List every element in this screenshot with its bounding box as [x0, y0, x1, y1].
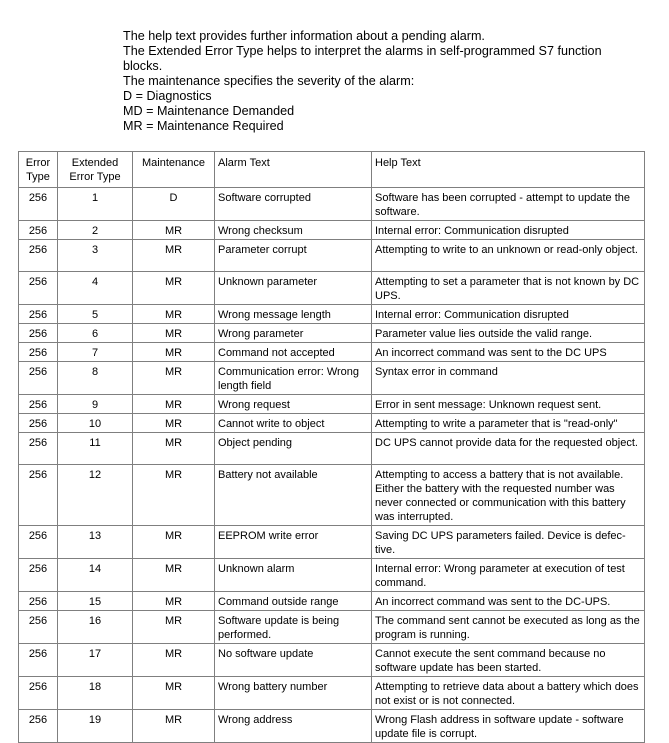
cell-maintenance: MR	[133, 395, 215, 414]
cell-extended-error-type: 15	[58, 592, 133, 611]
cell-maintenance: MR	[133, 526, 215, 559]
cell-help-text: Software has been corrupted - attempt to update the software.	[372, 188, 645, 221]
table-row	[19, 362, 645, 395]
cell-alarm-text: Wrong battery number	[215, 677, 372, 710]
cell-error-type: 256	[19, 188, 58, 221]
cell-extended-error-type: 8	[58, 362, 133, 395]
intro-text	[123, 29, 643, 134]
cell-extended-error-type: 10	[58, 414, 133, 433]
table-row	[19, 188, 645, 221]
table-row	[19, 395, 645, 414]
table-row	[19, 526, 645, 559]
table-row	[19, 414, 645, 433]
cell-extended-error-type: 7	[58, 343, 133, 362]
cell-maintenance: MR	[133, 343, 215, 362]
cell-maintenance: MR	[133, 362, 215, 395]
cell-extended-error-type: 12	[58, 465, 133, 526]
cell-help-text: Cannot execute the sent command because no software update has been started.	[372, 644, 645, 677]
cell-extended-error-type: 19	[58, 710, 133, 743]
cell-extended-error-type: 16	[58, 611, 133, 644]
table-row	[19, 559, 645, 592]
cell-extended-error-type: 5	[58, 305, 133, 324]
cell-help-text: Attempting to write a parameter that is "read-only"	[372, 414, 645, 433]
cell-extended-error-type: 4	[58, 272, 133, 305]
alarm-table	[18, 151, 645, 743]
cell-alarm-text: Wrong message length	[215, 305, 372, 324]
intro-line: MD = Maintenance Demanded	[123, 104, 295, 118]
cell-error-type: 256	[19, 272, 58, 305]
cell-extended-error-type: 13	[58, 526, 133, 559]
cell-maintenance: MR	[133, 324, 215, 343]
cell-help-text: Internal error: Communication disrupted	[372, 221, 645, 240]
cell-maintenance: MR	[133, 644, 215, 677]
cell-help-text: Internal error: Communication disrupted	[372, 305, 645, 324]
cell-alarm-text: Command not accepted	[215, 343, 372, 362]
cell-error-type: 256	[19, 240, 58, 272]
intro-line: The help text provides further information about a pending alarm.	[123, 29, 485, 43]
table-row	[19, 592, 645, 611]
intro-line: MR = Maintenance Required	[123, 119, 284, 133]
cell-error-type: 256	[19, 343, 58, 362]
cell-help-text: Attempting to write to an unknown or read-only object.	[372, 240, 645, 272]
cell-help-text: Attempting to access a battery that is not available. Either the battery with the requested number was never connected or communication with this battery was interrupted.	[372, 465, 645, 526]
cell-alarm-text: Command outside range	[215, 592, 372, 611]
cell-extended-error-type: 18	[58, 677, 133, 710]
cell-extended-error-type: 11	[58, 433, 133, 465]
cell-alarm-text: Wrong parameter	[215, 324, 372, 343]
cell-alarm-text: Wrong request	[215, 395, 372, 414]
cell-alarm-text: Software update is being performed.	[215, 611, 372, 644]
cell-help-text: An incorrect command was sent to the DC-UPS.	[372, 592, 645, 611]
cell-maintenance: MR	[133, 305, 215, 324]
cell-help-text: Parameter value lies outside the valid range.	[372, 324, 645, 343]
cell-error-type: 256	[19, 395, 58, 414]
cell-help-text: DC UPS cannot provide data for the requested object.	[372, 433, 645, 465]
table-row	[19, 324, 645, 343]
header-help-text: Help Text	[372, 152, 645, 188]
cell-error-type: 256	[19, 433, 58, 465]
intro-line: The maintenance specifies the severity of the alarm:	[123, 74, 415, 88]
cell-alarm-text: Cannot write to object	[215, 414, 372, 433]
header-extended-error-type: Extended Error Type	[58, 152, 133, 188]
table-row	[19, 710, 645, 743]
cell-error-type: 256	[19, 305, 58, 324]
table-body	[19, 188, 645, 743]
cell-extended-error-type: 14	[58, 559, 133, 592]
cell-extended-error-type: 17	[58, 644, 133, 677]
table-row	[19, 272, 645, 305]
cell-error-type: 256	[19, 677, 58, 710]
cell-maintenance: MR	[133, 677, 215, 710]
cell-error-type: 256	[19, 324, 58, 343]
cell-extended-error-type: 6	[58, 324, 133, 343]
cell-error-type: 256	[19, 526, 58, 559]
cell-maintenance: MR	[133, 414, 215, 433]
cell-alarm-text: Wrong address	[215, 710, 372, 743]
cell-extended-error-type: 2	[58, 221, 133, 240]
cell-alarm-text: Communication error: Wrong length field	[215, 362, 372, 395]
cell-alarm-text: Object pending	[215, 433, 372, 465]
cell-error-type: 256	[19, 414, 58, 433]
cell-maintenance: MR	[133, 611, 215, 644]
cell-extended-error-type: 3	[58, 240, 133, 272]
cell-help-text: The command sent cannot be executed as long as the program is running.	[372, 611, 645, 644]
cell-maintenance: MR	[133, 240, 215, 272]
table-row	[19, 221, 645, 240]
cell-alarm-text: Wrong checksum	[215, 221, 372, 240]
table-row	[19, 433, 645, 465]
header-error-type: Error Type	[19, 152, 58, 188]
cell-help-text: Saving DC UPS parameters failed. Device is defec-tive.	[372, 526, 645, 559]
header-alarm-text: Alarm Text	[215, 152, 372, 188]
cell-help-text: Syntax error in command	[372, 362, 645, 395]
cell-error-type: 256	[19, 611, 58, 644]
cell-maintenance: MR	[133, 221, 215, 240]
cell-maintenance: MR	[133, 559, 215, 592]
cell-alarm-text: Parameter corrupt	[215, 240, 372, 272]
table-row	[19, 465, 645, 526]
intro-line: D = Diagnostics	[123, 89, 212, 103]
cell-help-text: Wrong Flash address in software update - software update file is corrupt.	[372, 710, 645, 743]
cell-help-text: Attempting to retrieve data about a battery which does not exist or is not connected.	[372, 677, 645, 710]
cell-error-type: 256	[19, 592, 58, 611]
cell-help-text: Internal error: Wrong parameter at execution of test command.	[372, 559, 645, 592]
table-header-row	[19, 152, 645, 188]
header-maintenance: Maintenance	[133, 152, 215, 188]
cell-error-type: 256	[19, 465, 58, 526]
cell-extended-error-type: 1	[58, 188, 133, 221]
cell-error-type: 256	[19, 644, 58, 677]
cell-alarm-text: Unknown alarm	[215, 559, 372, 592]
cell-help-text: Error in sent message: Unknown request sent.	[372, 395, 645, 414]
cell-error-type: 256	[19, 710, 58, 743]
table-row	[19, 611, 645, 644]
table-row	[19, 644, 645, 677]
cell-error-type: 256	[19, 362, 58, 395]
cell-extended-error-type: 9	[58, 395, 133, 414]
cell-maintenance: D	[133, 188, 215, 221]
cell-alarm-text: EEPROM write error	[215, 526, 372, 559]
cell-alarm-text: Software corrupted	[215, 188, 372, 221]
intro-line: The Extended Error Type helps to interpret the alarms in self-programmed S7 function blocks.	[123, 44, 602, 73]
table-row	[19, 240, 645, 272]
cell-help-text: Attempting to set a parameter that is not known by DC UPS.	[372, 272, 645, 305]
cell-alarm-text: Unknown parameter	[215, 272, 372, 305]
cell-maintenance: MR	[133, 592, 215, 611]
table-row	[19, 305, 645, 324]
table-row	[19, 343, 645, 362]
cell-alarm-text: Battery not available	[215, 465, 372, 526]
cell-maintenance: MR	[133, 433, 215, 465]
cell-alarm-text: No software update	[215, 644, 372, 677]
cell-help-text: An incorrect command was sent to the DC UPS	[372, 343, 645, 362]
cell-error-type: 256	[19, 559, 58, 592]
cell-maintenance: MR	[133, 710, 215, 743]
cell-maintenance: MR	[133, 272, 215, 305]
cell-maintenance: MR	[133, 465, 215, 526]
table-row	[19, 677, 645, 710]
cell-error-type: 256	[19, 221, 58, 240]
